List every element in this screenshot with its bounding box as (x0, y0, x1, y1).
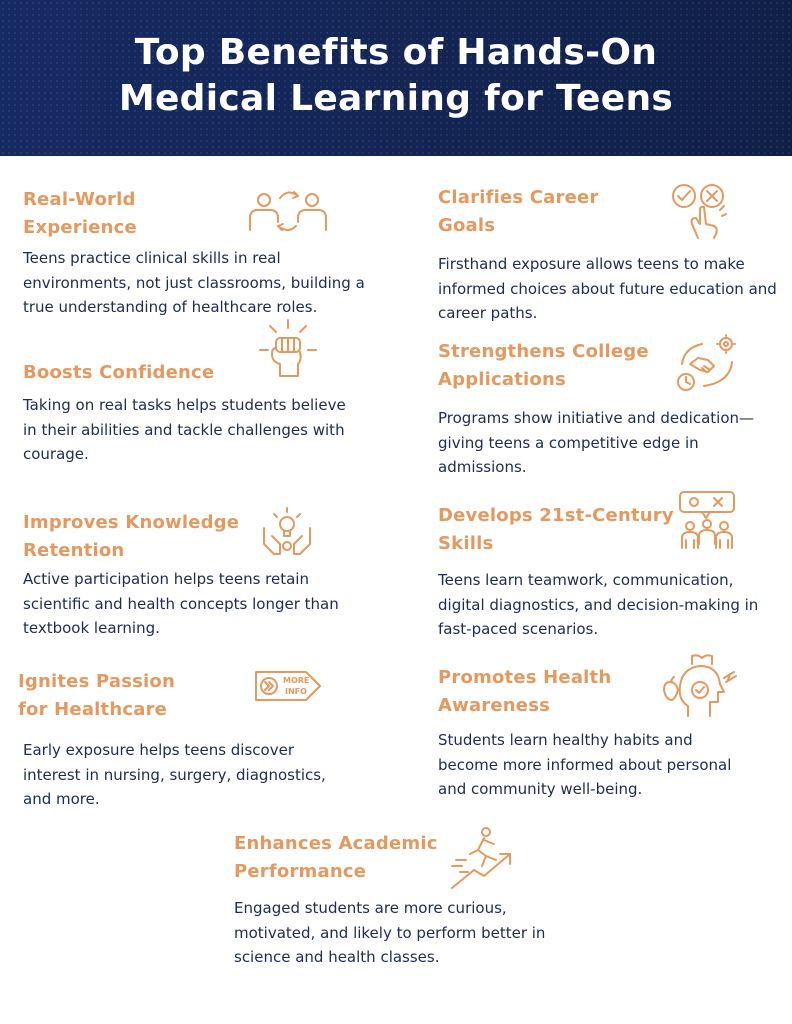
benefit-title: Clarifies Career Goals (438, 187, 599, 236)
benefit-title: Real-World Experience (23, 189, 137, 238)
benefit-description: Active participation helps teens retain scientific and health concepts longer than textbook learning. (23, 570, 339, 637)
info-label: INFO (285, 687, 307, 696)
benefit-description: Firsthand exposure allows teens to make informed choices about future education and career paths. (438, 255, 777, 322)
benefit-title: Strengthens College Applications (438, 341, 649, 390)
benefit-description: Programs show initiative and dedication— giving teens a competitive edge in admissions. (438, 409, 755, 476)
people-exchange-icon (244, 186, 332, 236)
rising-runner-icon (448, 826, 518, 892)
page-title-line-2: Medical Learning for Teens (118, 78, 674, 119)
benefit-description: Students learn healthy habits and become more informed about personal and community well-being. (438, 731, 732, 798)
benefit-description: Teens practice clinical skills in real environments, not just classrooms, building a true understanding of healthcare roles. (23, 249, 365, 316)
benefit-description: Teens learn teamwork, communication, digital diagnostics, and decision-making in fast-paced scenarios. (438, 571, 759, 638)
more-info-tag-icon (250, 666, 324, 706)
benefit-title: Enhances Academic Performance (234, 833, 438, 882)
benefit-title: Boosts Confidence (23, 362, 215, 383)
page-title-line-1: Top Benefits of Hands-On (134, 32, 658, 73)
benefit-description: Engaged students are more curious, motivated, and likely to perform better in science and health classes. (234, 899, 546, 966)
more-label: MORE (283, 676, 310, 685)
handshake-cycle-icon (674, 334, 738, 394)
benefit-description: Taking on real tasks helps students believe in their abilities and tackle challenges with courage. (23, 396, 346, 463)
benefit-description: Early exposure helps teens discover interest in nursing, surgery, diagnostics, and more. (23, 741, 326, 808)
benefit-title: Promotes Health Awareness (438, 667, 612, 716)
benefit-title: Improves Knowledge Retention (23, 512, 240, 561)
health-mind-icon (662, 652, 740, 718)
hands-lightbulb-icon (260, 506, 314, 558)
benefit-title: Ignites Passion for Healthcare (18, 671, 175, 720)
benefit-title: Develops 21st-Century Skills (438, 505, 674, 554)
page-title (0, 30, 792, 122)
team-discussion-icon (676, 490, 738, 552)
header-banner (0, 0, 792, 156)
choice-check-cross-icon (668, 180, 730, 242)
raised-fist-icon (256, 318, 320, 380)
